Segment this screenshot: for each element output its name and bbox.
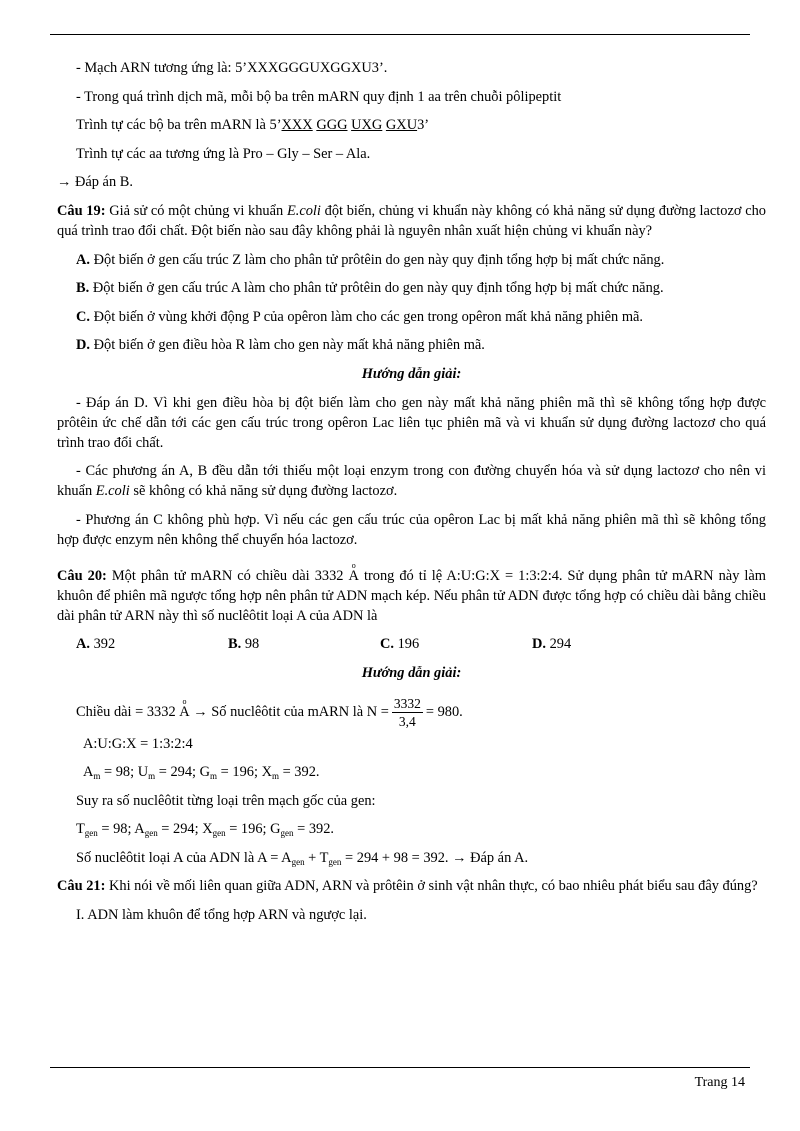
question-21: Câu 21: Khi nói về mối liên quan giữa ADN, ARN và prôtêin ở sinh vật nhân thực, có bao nhiêu phát biểu sau đây đúng? [57, 878, 758, 895]
question-19: Câu 19: Giả sử có một chủng vi khuẩn E.coli đột biến, chủng vi khuẩn này không có khả năng sử dụng đường lactozơ cho quá trình trao đổi chất. Đột biến nào sau đây không phải là nguyên nhân xuất hiện chủng vi khuẩn này? [57, 202, 766, 239]
option-c: C. Đột biến ở vùng khởi động P của opêron làm cho các gen trong opêron mất khả năng phiên mã. [76, 308, 644, 325]
solution-paragraph: - Đáp án D. Vì khi gen điều hòa bị đột biến làm cho gen này mất khả năng phiên mã thì sẽ không tổng hợp được prôtêin ức chế dẫn tới các gen cấu trúc trong opêron Lac liên tục phiên mã và vi khuẩn sử dụng đường lactozơ cho quá trình trao đổi chất. [57, 394, 766, 451]
length-formula: Chiều dài = 3332 o A → Số nuclêôtit của mARN là N = $\frac{3332}{3,4}$ = 980. [57, 692, 766, 732]
ratio-line: A:U:G:X = 1:3:2:4 [83, 735, 193, 752]
angstrom-unit: o A [179, 692, 189, 732]
option-b: B. Đột biến ở gen cấu trúc A làm cho phân tử prôtêin do gen này quy định tổng hợp bị mất chức năng. [76, 280, 664, 297]
text-line: - Trong quá trình dịch mã, mỗi bộ ba trên mARN quy định 1 aa trên chuỗi pôlipeptit [76, 88, 562, 105]
top-rule [50, 34, 750, 35]
gene-counts: $T_{gen} = 98$; $A_{gen} = 294$; $X_{gen} = 196$; $G_{gen} = 392$. [76, 821, 335, 839]
text-line: Trình tự các aa tương ứng là Pro – Gly – Ser – Ala. [76, 145, 371, 162]
solution-paragraph: - Phương án C không phù hợp. Vì nếu các gen cấu trúc của opêron Lac bị mất khả năng phiên mã thì sẽ không tổng hợp được enzym nên không thể chuyển hóa lactozơ. [57, 511, 766, 548]
option-d: D. Đột biến ở gen điều hòa R làm cho gen này mất khả năng phiên mã. [76, 337, 485, 354]
answer-options [57, 634, 766, 654]
angstrom-unit: o A [349, 566, 359, 586]
codon-line: Trình tự các bộ ba trên mARN là 5’XXX GGG UXG GXU3’ [76, 117, 430, 134]
answer-line: Số nuclêôtit loại A của ADN là $A = A_{gen} + T_{gen} = 294 + 98 = 392$. → Đáp án A. [76, 849, 529, 867]
option-b: B. 98 [228, 636, 260, 653]
question-20: Câu 20: Một phân tử mARN có chiều dài 3332 o A trong đó tỉ lệ A:U:G:X = 1:3:2:4. Sử dụng phân tử mARN này làm khuôn để phiên mã ngược tổng hợp nên phân tử ADN mạch kép. Nếu phân tử ADN được tổng hợp có chiều dài bằng chiều dài phân tử ARN này thì số nuclêôtit loại A của ADN là [57, 566, 766, 626]
fraction: $\frac{3332}{3,4}$ [393, 695, 421, 729]
option-d: D. 294 [532, 636, 572, 653]
page-content [57, 58, 766, 934]
solution-heading: Hướng dẫn giải: [361, 664, 462, 681]
statement-1: I. ADN làm khuôn để tổng hợp ARN và ngược lại. [76, 907, 367, 924]
text-line: Suy ra số nuclêôtit từng loại trên mạch gốc của gen: [76, 792, 376, 809]
option-c: C. 196 [380, 636, 420, 653]
option-a: A. 392 [76, 636, 116, 653]
solution-paragraph: - Các phương án A, B đều dẫn tới thiếu một loại enzym trong con đường chuyển hóa và sử dụng lactozơ cho nên vi khuẩn E.coli sẽ không có khả năng sử dụng đường lactozơ. [57, 463, 766, 500]
solution-heading: Hướng dẫn giải: [361, 365, 462, 382]
bottom-rule [50, 1067, 750, 1068]
text-line: - Mạch ARN tương ứng là: 5’XXXGGGUXGGXU3’. [76, 60, 388, 76]
mrna-counts: $A_m = 98$; $U_m = 294$; $G_m = 196$; $X_m = 392$. [83, 764, 320, 782]
answer-line: → Đáp án B. [57, 174, 133, 191]
page-number: Trang 14 [694, 1075, 745, 1090]
option-a: A. Đột biến ở gen cấu trúc Z làm cho phân tử prôtêin do gen này quy định tổng hợp bị mất chức năng. [76, 251, 665, 268]
